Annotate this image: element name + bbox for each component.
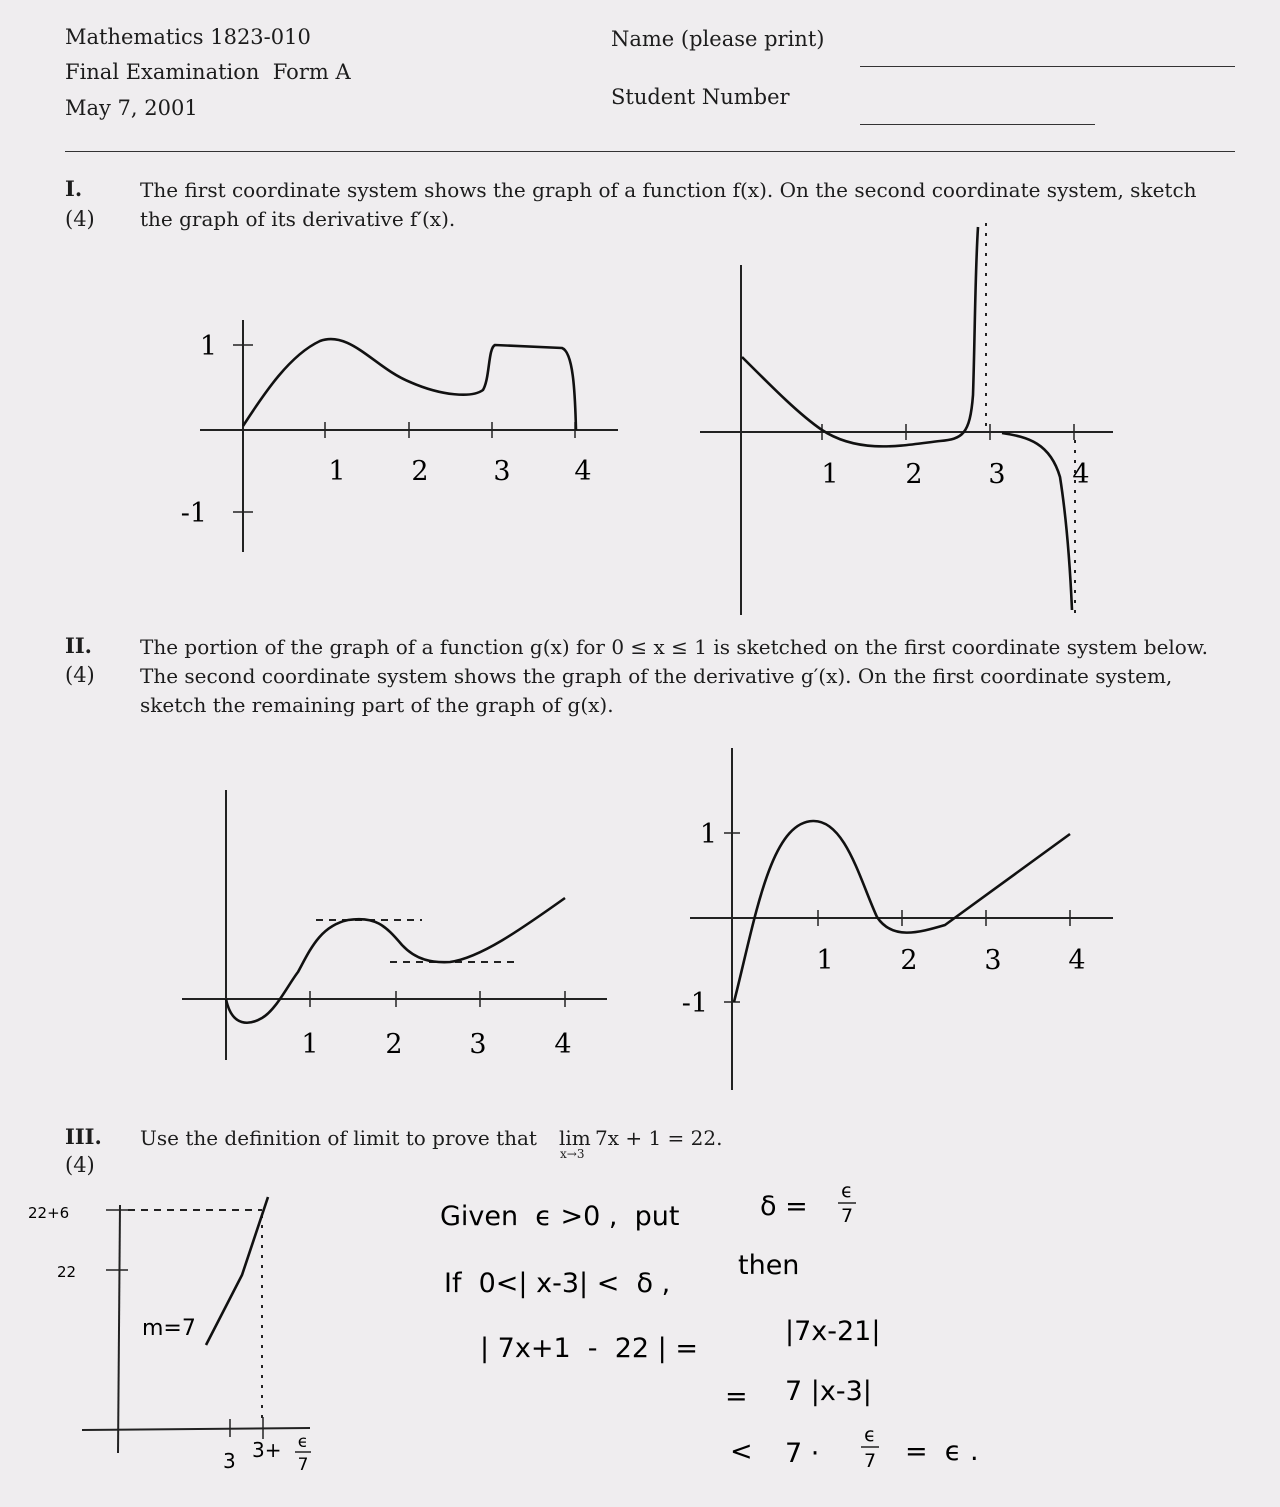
q1-graph-derivative-answer <box>690 215 1130 625</box>
proof-line-1a: Given ϵ >0 , put <box>440 1201 680 1232</box>
derivative-sketch-left <box>742 227 978 446</box>
x-tick-label: 2 <box>905 459 923 490</box>
q3-handwritten-diagram <box>10 1185 340 1485</box>
y-label-top: 22+6 <box>28 1204 70 1222</box>
frac-numerator: ϵ <box>297 1432 309 1452</box>
x-tick-label: 1 <box>821 459 839 490</box>
f-curve <box>243 339 576 430</box>
exam-title: Final Examination Form A <box>65 60 351 84</box>
x-tick-label: 3 <box>469 1029 487 1060</box>
x-tick-label: 2 <box>385 1029 403 1060</box>
question-3-number: III. <box>65 1124 102 1149</box>
x-axis <box>82 1428 310 1430</box>
y-tick-label: -1 <box>681 988 708 1019</box>
x-label-left: 3 <box>223 1449 236 1473</box>
question-1-text: The first coordinate system shows the graph of a function f(x). On the second coordinate system, sketch the graph of its derivative f′(x). <box>140 178 1197 231</box>
question-1-points: (4) <box>65 207 95 231</box>
question-3-text-prefix: Use the definition of limit to prove that <box>140 1126 537 1150</box>
proof-line-2a: If 0<| x-3| < δ , <box>444 1268 671 1299</box>
x-tick-label: 4 <box>574 456 592 487</box>
x-tick-label: 4 <box>1072 459 1090 490</box>
y-label-mid: 22 <box>57 1263 77 1281</box>
question-2-text: The portion of the graph of a function g(x) for 0 ≤ x ≤ 1 is sketched on the first coordinate system below. The second coordinate system shows the graph of the derivative g′(x). On the first coordinate system, sketch the remaining part of the graph of g(x). <box>140 635 1208 717</box>
x-tick-label: 3 <box>988 459 1006 490</box>
course-title: Mathematics 1823-010 <box>65 25 311 49</box>
x-tick-label: 4 <box>1068 945 1086 976</box>
frac-denominator: 7 <box>297 1455 309 1475</box>
lim-subscript: x→3 <box>560 1147 585 1161</box>
header-divider <box>65 151 1235 152</box>
x-tick-label: 1 <box>301 1029 319 1060</box>
question-1-number: I. <box>65 176 83 201</box>
proof-line-3a: | 7x+1 - 22 | = <box>480 1333 698 1364</box>
proof-line-5c: = ϵ . <box>905 1436 979 1467</box>
x-tick-label: 4 <box>554 1029 572 1060</box>
question-2-number: II. <box>65 633 92 658</box>
frac-denominator: 7 <box>863 1450 877 1472</box>
x-tick-label: 2 <box>900 945 918 976</box>
y-tick-label: -1 <box>180 498 207 529</box>
g-curve-sketched <box>348 898 565 962</box>
derivative-sketch-right <box>1002 433 1072 610</box>
proof-line-5a: < <box>730 1436 753 1467</box>
y-axis <box>118 1205 120 1453</box>
student-number-label: Student Number <box>611 85 790 109</box>
proof-line-4b: 7 |x-3| <box>785 1376 872 1407</box>
proof-line-1b: δ = <box>760 1191 808 1222</box>
exam-date: May 7, 2001 <box>65 96 198 120</box>
q3-handwritten-proof <box>430 1180 990 1490</box>
student-number-field-line[interactable] <box>860 124 1095 125</box>
lim-symbol: lim <box>559 1126 591 1150</box>
x-label-right: 3+ <box>252 1438 282 1462</box>
y-tick-label: 1 <box>199 331 217 362</box>
proof-line-2b: then <box>738 1250 800 1281</box>
question-2-points: (4) <box>65 663 95 687</box>
q2-graph-g <box>170 780 620 1070</box>
proof-line-3b: |7x-21| <box>785 1316 881 1347</box>
proof-line-4a: = <box>725 1381 748 1412</box>
question-3-text-suffix: 7x + 1 = 22. <box>595 1126 723 1150</box>
x-tick-label: 1 <box>816 945 834 976</box>
frac-numerator: ϵ <box>864 1424 876 1446</box>
q2-graph-derivative <box>670 740 1125 1095</box>
y-tick-label: 1 <box>699 819 717 850</box>
frac-numerator: ϵ <box>841 1180 853 1202</box>
x-tick-label: 3 <box>984 945 1002 976</box>
name-field-line[interactable] <box>860 66 1235 67</box>
x-tick-label: 2 <box>411 456 429 487</box>
x-tick-label: 1 <box>328 456 346 487</box>
question-3-points: (4) <box>65 1153 95 1177</box>
g-curve-given <box>226 920 348 1023</box>
proof-line-5b: 7 · <box>785 1438 820 1469</box>
name-label: Name (please print) <box>611 27 825 51</box>
frac-denominator: 7 <box>840 1205 854 1227</box>
line-slope-7 <box>206 1197 268 1345</box>
q1-graph-f <box>170 300 640 560</box>
slope-label: m=7 <box>142 1316 196 1341</box>
x-tick-label: 3 <box>493 456 511 487</box>
